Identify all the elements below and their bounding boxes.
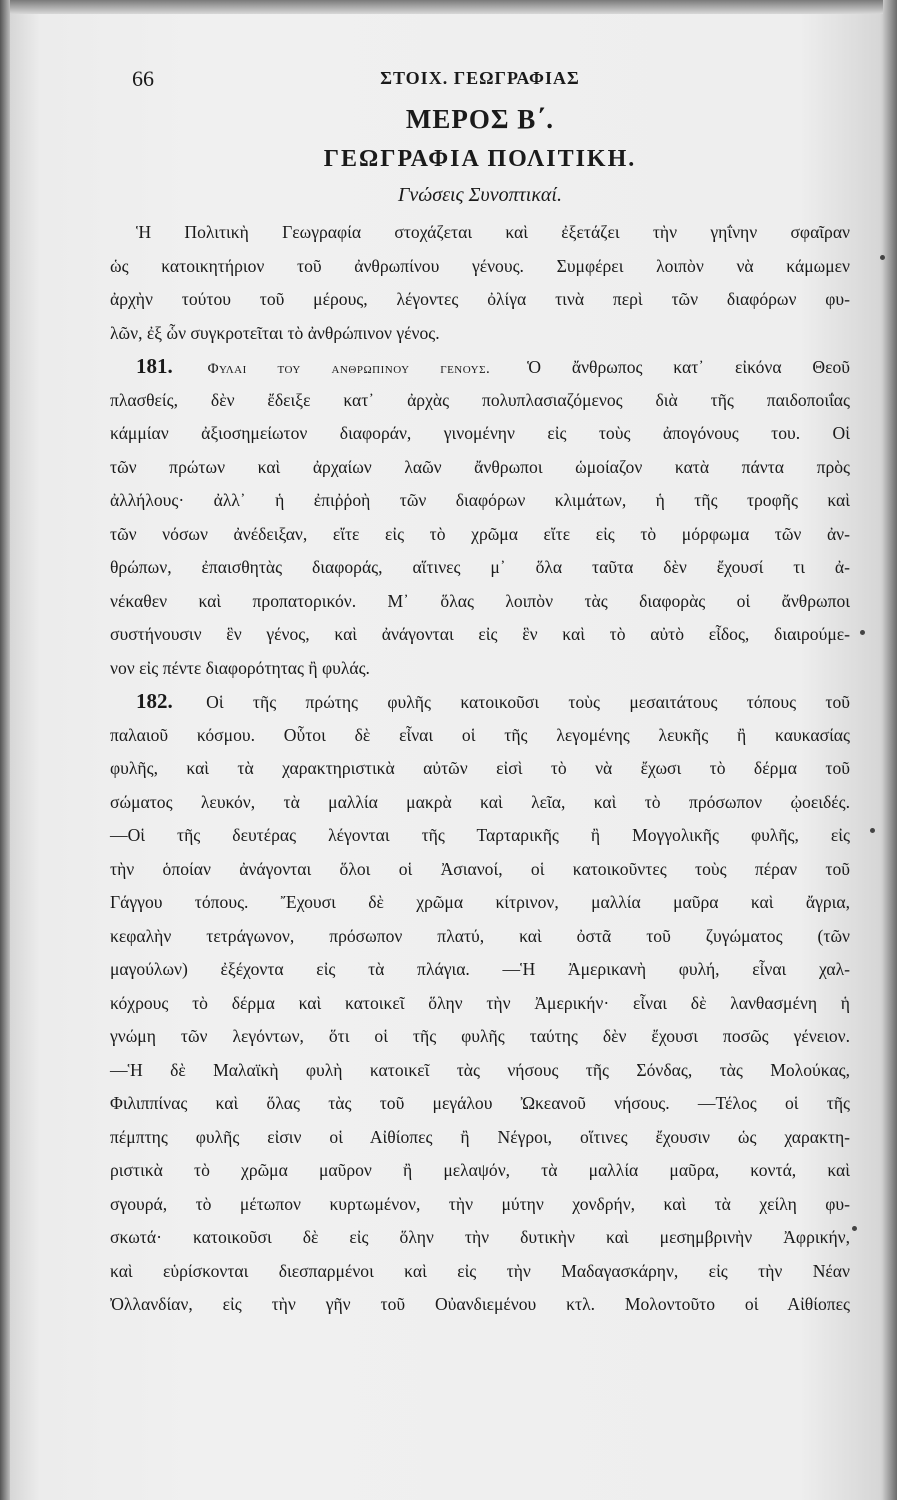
section-number: 182.: [136, 689, 173, 713]
text-line: συστήνουσιν ἓν γένος, καὶ ἀνάγονται εἰς ἓν καὶ τὸ αὐτὸ εἶδος, διαιρούμε-: [110, 624, 850, 644]
text-line: ὡς κατοικητήριον τοῦ ἀνθρωπίνου γένους. Συμφέρει λοιπὸν νὰ κάμωμεν: [110, 255, 850, 276]
text-line: κόχρους τὸ δέρμα καὶ κατοικεῖ ὅλην τὴν Ἀμερικήν· εἶναι δὲ λανθασμένη ἡ: [110, 992, 850, 1013]
text-line: πλασθείς, δὲν ἔδειξε κατ᾽ ἀρχὰς πολυπλασιαζόμενος διὰ τῆς παιδοποιΐας: [110, 389, 850, 410]
text-line: Ὀλλανδίαν, εἰς τὴν γῆν τοῦ Οὐανδιεμένου κτλ. Μολοντοῦτο οἱ Αἰθίοπες: [110, 1294, 850, 1314]
text-run: Ὁ ἄνθρωπος κατ᾽ εἰκόνα Θεοῦ: [527, 357, 850, 377]
text-line: θρώπων, ἐπαισθητὰς διαφοράς, αἵτινες μ᾽ ὅλα ταῦτα δὲν ἔχουσί τι ἀ-: [110, 557, 850, 577]
text-line: τῶν νόσων ἀνέδειξαν, εἴτε εἰς τὸ χρῶμα εἴτε εἰς τὸ μόρφωμα τῶν ἀν-: [110, 523, 850, 544]
text-line: ἀρχὴν τούτου τοῦ μέρους, λέγοντες ὀλίγα τινὰ περὶ τῶν διαφόρων φυ-: [110, 289, 850, 309]
text-line: σώματος λευκόν, τὰ μαλλία μακρὰ καὶ λεῖα, καὶ τὸ πρόσωπον ᾠοειδές.: [110, 791, 850, 812]
margin-speck: [860, 630, 865, 635]
page-number: 66: [132, 66, 154, 91]
text-line: καὶ εὑρίσκονται διεσπαρμένοι καὶ εἰς τὴν Μαδαγασκάρην, εἰς τὴν Νέαν: [110, 1260, 850, 1281]
intro-paragraph: [110, 216, 850, 350]
text-line: πέμπτης φυλῆς εἰσιν οἱ Αἰθίοπες ἢ Νέγροι, οἵτινες ἔχουσιν ὡς χαρακτη-: [110, 1126, 850, 1147]
running-head: ΣΤΟΙΧ. ΓΕΩΓΡΑΦΙΑΣ: [380, 68, 580, 88]
text-line: Ἡ Πολιτικὴ Γεωγραφία στοχάζεται καὶ ἐξετάζει τὴν γηΐνην σφαῖραν: [136, 222, 850, 242]
text-line: κάμμίαν ἀξιοσημείωτον διαφοράν, γινομένην εἰς τοὺς ἀπογόνους του. Οἱ: [110, 423, 850, 443]
page-right-edge: [883, 0, 897, 1500]
section-181: [110, 350, 850, 685]
text-line: φυλῆς, καὶ τὰ χαρακτηριστικὰ αὐτῶν εἰσὶ τὸ νὰ ἔχωσι τὸ δέρμα τοῦ: [110, 758, 850, 778]
text-line: γνώμη τῶν λεγόντων, ὅτι οἱ τῆς φυλῆς ταύτης δὲν ἔχουσι ποσῶς γένειον.: [110, 1026, 850, 1046]
page-body: [110, 60, 850, 1322]
section-title: ΓΕΩΓΡΑΦΙΑ ΠΟΛΙΤΙΚΗ.: [323, 146, 637, 172]
page-header: [110, 60, 850, 100]
page-left-edge: [0, 0, 10, 1500]
margin-speck: [880, 255, 885, 260]
text-line: ριστικὰ τὸ χρῶμα μαῦρον ἢ μελαψόν, τὰ μαλλία μαῦρα, κοντά, καὶ: [110, 1160, 850, 1180]
section-number: 181.: [136, 354, 173, 378]
section-182: [110, 685, 850, 1322]
page-top-edge: [0, 0, 897, 14]
text-line: σκωτά· κατοικοῦσι δὲ εἰς ὅλην τὴν δυτικὴν καὶ μεσημβρινὴν Ἀφρικήν,: [110, 1227, 850, 1247]
section-heading: Φυλαι του ανθρωπινου γενους.: [207, 361, 491, 377]
text-line: νέκαθεν καὶ προπατορικόν. Μ᾽ ὅλας λοιπὸν τὰς διαφορὰς οἱ ἄνθρωποι: [110, 590, 850, 611]
text-line: τὴν ὁποίαν ἀνάγονται ὅλοι οἱ Ἀσιανοί, οἱ κατοικοῦντες τοὺς πέραν τοῦ: [110, 858, 850, 879]
text-line: νον εἰς πέντε διαφορότητας ἢ φυλάς.: [110, 657, 370, 678]
text-line: —Ἡ δὲ Μαλαϊκὴ φυλὴ κατοικεῖ τὰς νήσους τῆς Σόνδας, τὰς Μολούκας,: [110, 1059, 850, 1080]
text-line: λῶν, ἐξ ὧν συγκροτεῖται τὸ ἀνθρώπινον γένος.: [110, 322, 440, 343]
text-line: Φιλιππίνας καὶ ὅλας τὰς τοῦ μεγάλου Ὠκεανοῦ νήσους. —Τέλος οἱ τῆς: [110, 1093, 850, 1113]
text-line: ἀλλήλους· ἀλλ᾽ ἡ ἐπιῤῥοὴ τῶν διαφόρων κλιμάτων, ἡ τῆς τροφῆς καὶ: [110, 490, 850, 510]
subtitle: Γνώσεις Συνοπτικαί.: [398, 184, 562, 206]
text-run: Οἱ τῆς πρώτης φυλῆς κατοικοῦσι τοὺς μεσαιτάτους τόπους τοῦ: [206, 692, 850, 712]
text-line: Γάγγου τόπους. Ἔχουσι δὲ χρῶμα κίτρινον, μαλλία μαῦρα καὶ ἄγρια,: [110, 892, 850, 912]
section-first-line: [110, 685, 850, 719]
text-line: —Οἱ τῆς δευτέρας λέγονται τῆς Ταρταρικῆς ἢ Μογγολικῆς φυλῆς, εἰς: [110, 825, 850, 845]
part-title: ΜΕΡΟΣ Β΄.: [405, 104, 555, 134]
margin-speck: [852, 1226, 857, 1231]
section-first-line: [110, 350, 850, 384]
text-line: τῶν πρώτων καὶ ἀρχαίων λαῶν ἄνθρωποι ὡμοίαζον κατὰ πάντα πρὸς: [110, 456, 850, 477]
margin-speck: [870, 828, 875, 833]
text-line: κεφαλὴν τετράγωνον, πρόσωπον πλατύ, καὶ ὀστᾶ τοῦ ζυγώματος (τῶν: [110, 925, 850, 946]
text-line: παλαιοῦ κόσμου. Οὗτοι δὲ εἶναι οἱ τῆς λεγομένης λευκῆς ἢ καυκασίας: [110, 724, 850, 745]
text-line: μαγούλων) ἐξέχοντα εἰς τὰ πλάγια. —Ἡ Ἀμερικανὴ φυλή, εἶναι χαλ-: [110, 959, 850, 979]
text-line: σγουρά, τὸ μέτωπον κυρτωμένον, τὴν μύτην χονδρήν, καὶ τὰ χείλη φυ-: [110, 1193, 850, 1214]
